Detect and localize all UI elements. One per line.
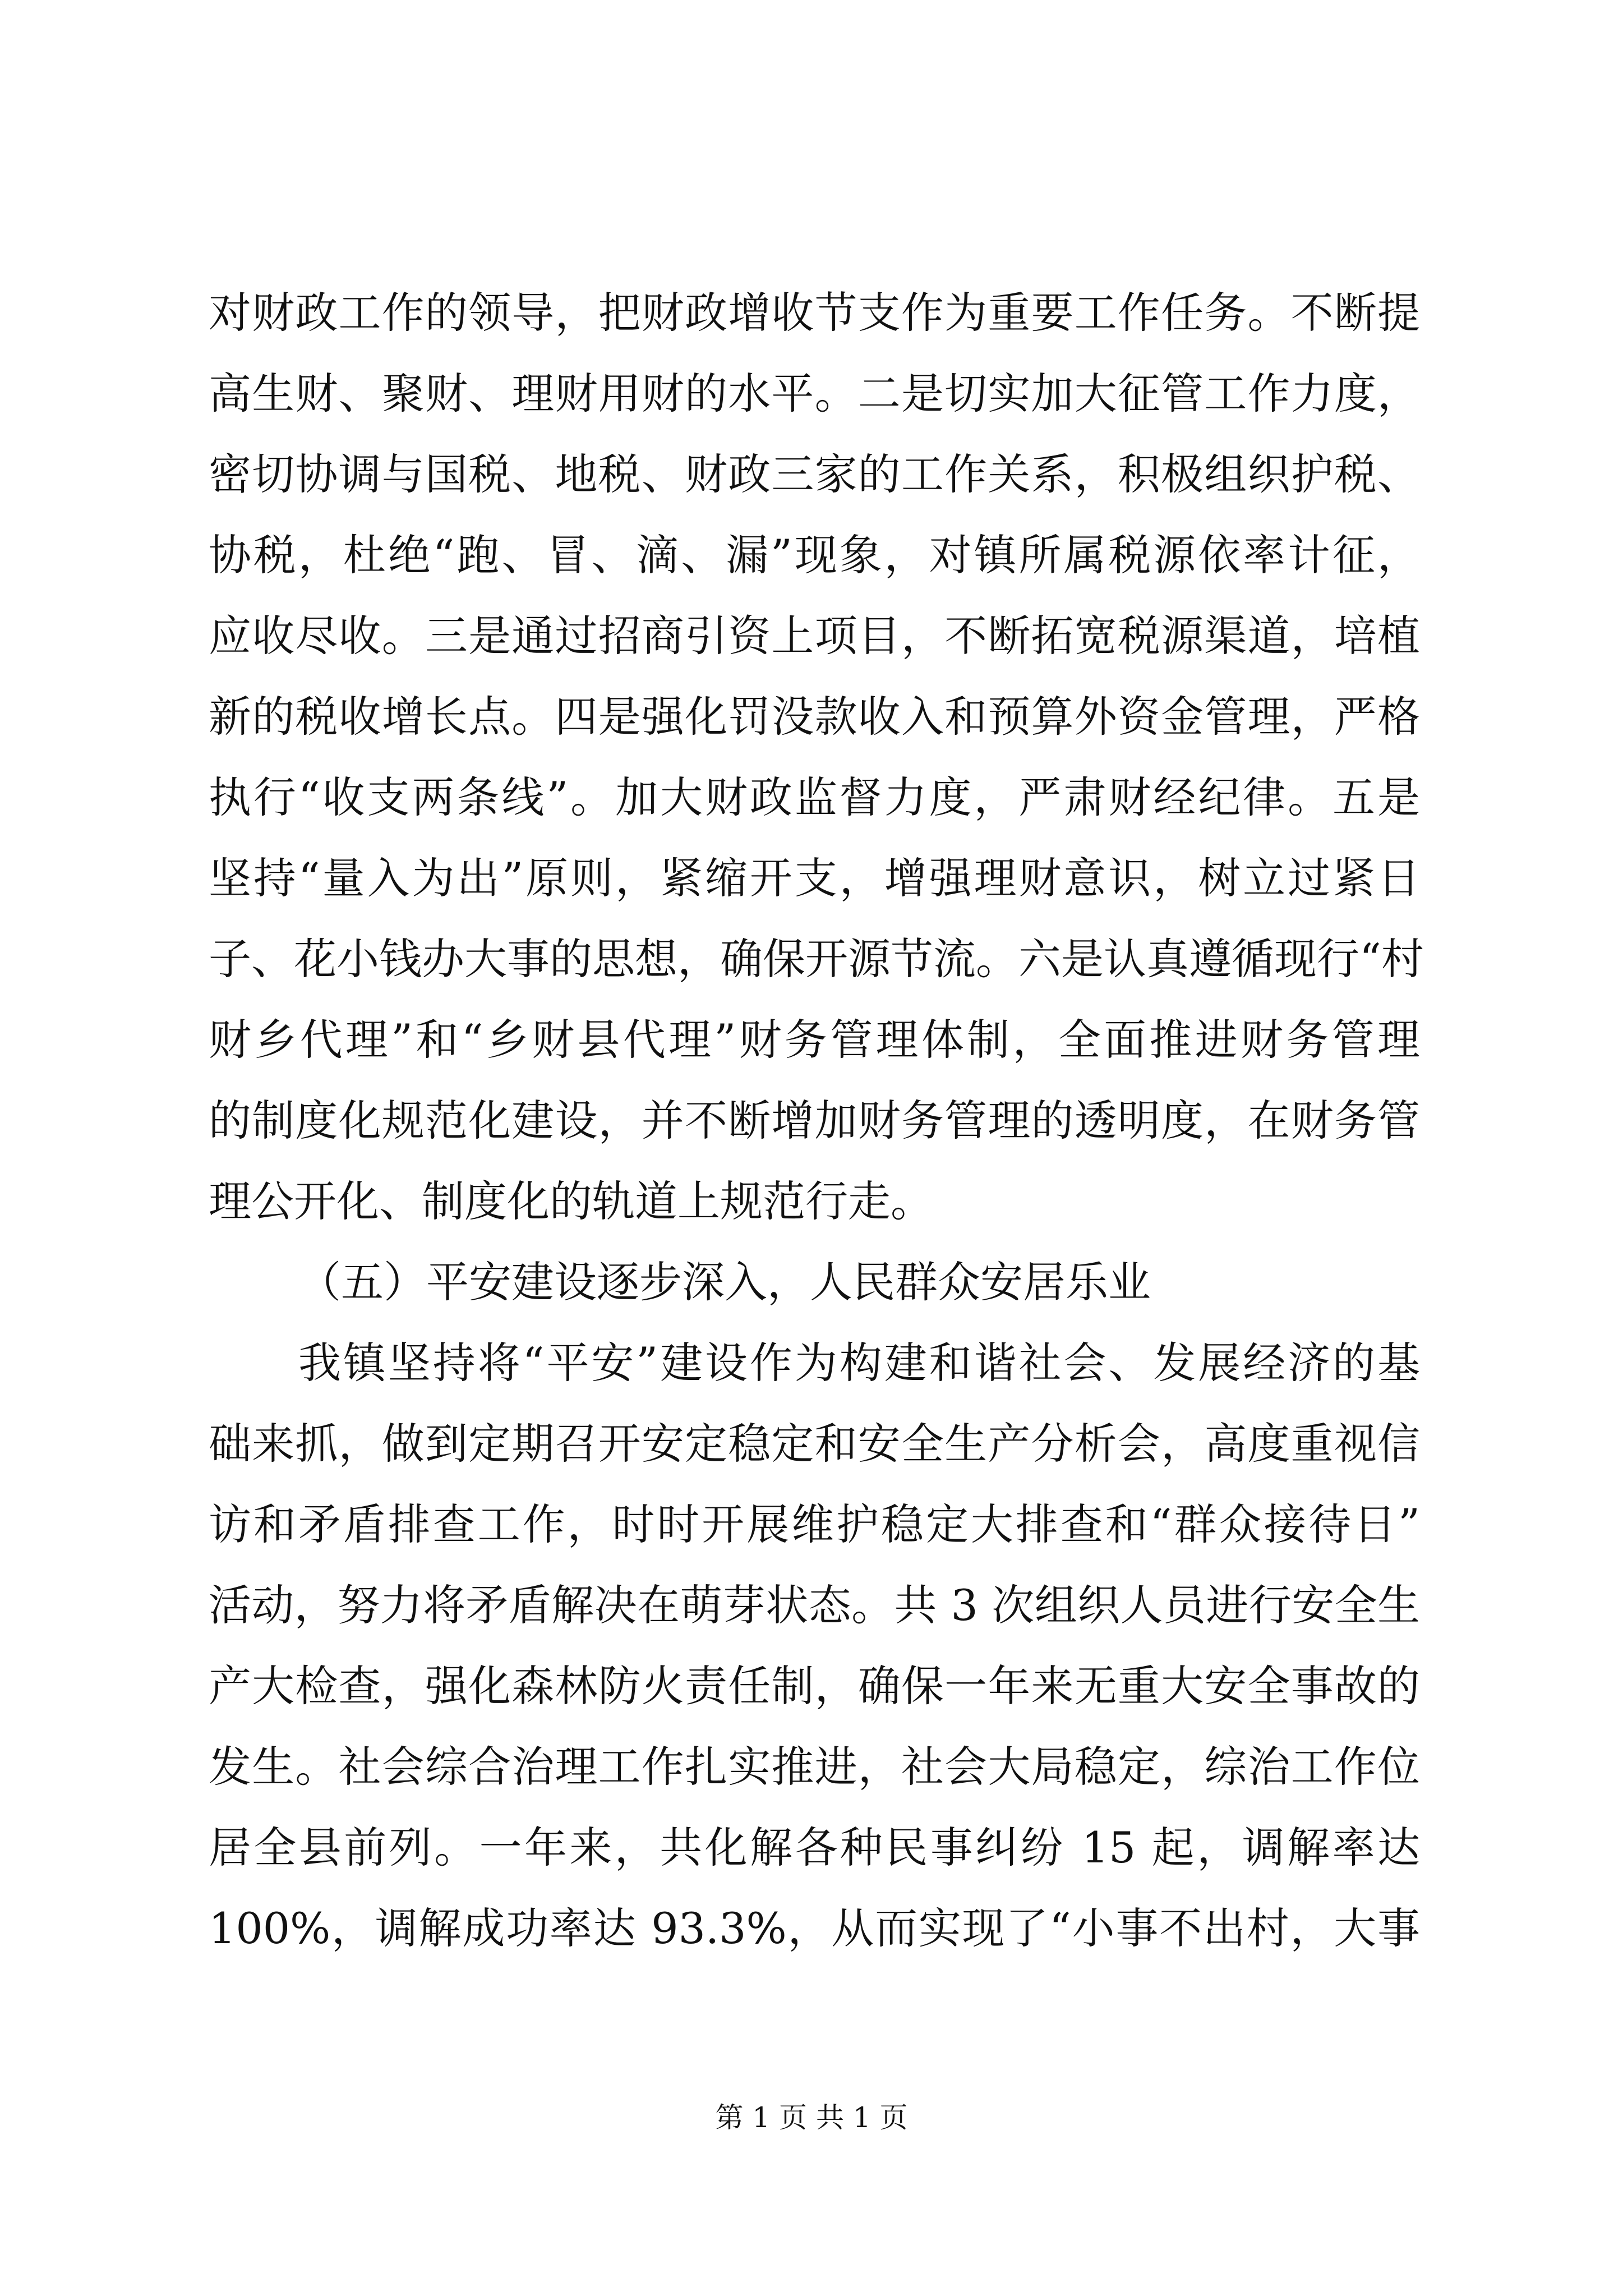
paragraph-line: 财乡代理”和“乡财县代理”财务管理体制，全面推进财务管理 <box>209 1015 1420 1065</box>
paragraph-line: 础来抓，做到定期召开安定稳定和安全生产分析会，高度重视信 <box>209 1419 1420 1469</box>
paragraph-line: 的制度化规范化建设，并不断增加财务管理的透明度，在财务管 <box>209 1096 1420 1145</box>
paragraph-line: 密切协调与国税、地税、财政三家的工作关系，积极组织护税、 <box>209 449 1420 499</box>
paragraph-line: 活动，努力将矛盾解决在萌芽状态。共 3 次组织人员进行安全生 <box>209 1580 1420 1630</box>
paragraph-line: 子、花小钱办大事的思想，确保开源节流。六是认真遵循现行“村 <box>209 934 1424 984</box>
section-heading: （五）平安建设逐步深入，人民群众安居乐业 <box>298 1257 1151 1307</box>
paragraph-line: 执行“收支两条线”。加大财政监督力度，严肃财经纪律。五是 <box>209 772 1420 822</box>
paragraph-line: 对财政工作的领导，把财政增收节支作为重要工作任务。不断提 <box>209 288 1420 338</box>
paragraph-line: 100%，调解成功率达 93.3%，从而实现了“小事不出村，大事 <box>209 1903 1420 1953</box>
paragraph-line: 访和矛盾排查工作，时时开展维护稳定大排查和“群众接待日” <box>209 1499 1420 1549</box>
paragraph-line: 新的税收增长点。四是强化罚没款收入和预算外资金管理，严格 <box>209 692 1420 742</box>
paragraph-line: 协税，杜绝“跑、冒、滴、漏”现象，对镇所属税源依率计征， <box>209 530 1420 580</box>
page-footer: 第 1 页 共 1 页 <box>715 2101 908 2134</box>
paragraph-line: 应收尽收。三是通过招商引资上项目，不断拓宽税源渠道，培植 <box>209 611 1420 661</box>
paragraph-line: 发生。社会综合治理工作扎实推进，社会大局稳定，综治工作位 <box>209 1742 1420 1792</box>
paragraph-line: 理公开化、制度化的轨道上规范行走。 <box>209 1176 933 1226</box>
paragraph-line: 坚持“量入为出”原则，紧缩开支，增强理财意识，树立过紧日 <box>209 853 1420 903</box>
body-text <box>209 273 1424 1969</box>
paragraph-line: 高生财、聚财、理财用财的水平。二是切实加大征管工作力度， <box>209 369 1420 418</box>
paragraph-line: 居全县前列。一年来，共化解各种民事纠纷 15 起，调解率达 <box>209 1823 1420 1872</box>
paragraph-line: 产大检查，强化森林防火责任制，确保一年来无重大安全事故的 <box>209 1661 1420 1711</box>
paragraph-line: 我镇坚持将“平安”建设作为构建和谐社会、发展经济的基 <box>298 1338 1420 1388</box>
